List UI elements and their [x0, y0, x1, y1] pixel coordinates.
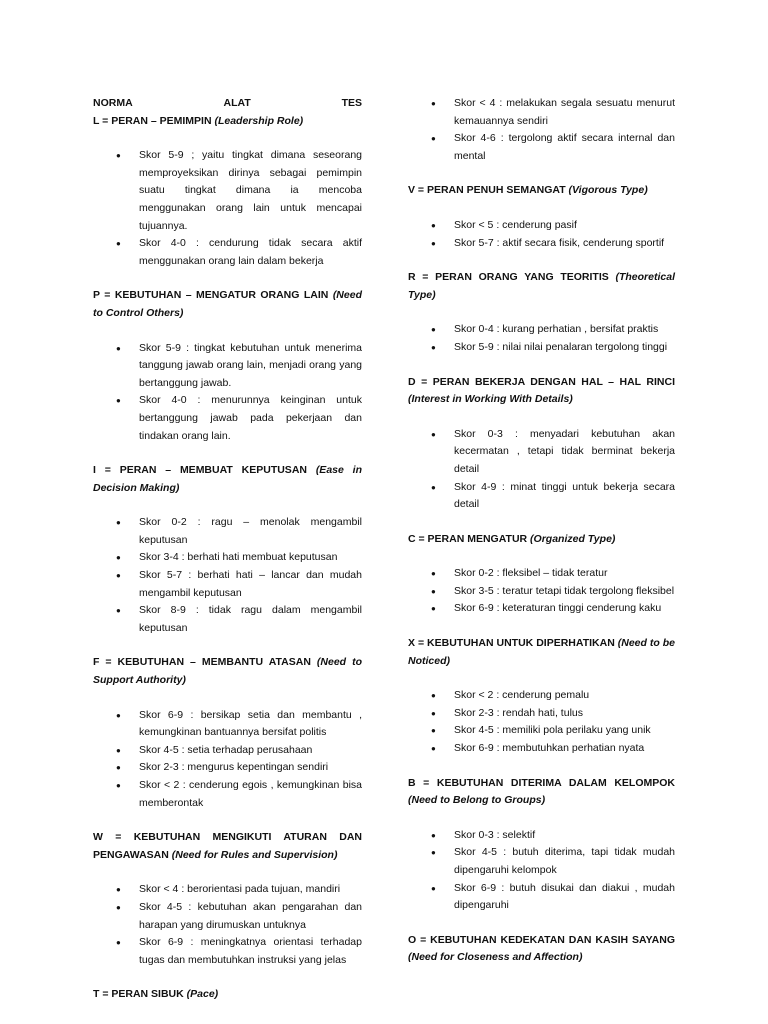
list-item: ● Skor 4-5 : kebutuhan akan pengarahan dan harapan yang dirumuskan untuknya: [93, 899, 362, 934]
list-item: ● Skor 5-9 : tingkat kebutuhan untuk menerima tanggung jawab orang lain, menjadi orang yang bertanggung jawab.: [93, 340, 362, 393]
section-list: [93, 147, 362, 270]
section-title: C = PERAN MENGATUR (Organized Type): [408, 532, 616, 545]
list-item: ● Skor 5-7 : aktif secara fisik, cenderung sportif: [408, 235, 675, 253]
section-list: [408, 687, 675, 757]
section-title: I = PERAN – MEMBUAT KEPUTUSAN (Ease in Decision Making): [93, 464, 362, 494]
section-list: [408, 321, 675, 356]
list-item: ● Skor 4-0 : cendurung tidak secara aktif menggunakan orang lain dalam bekerja: [93, 235, 362, 270]
section-title: P = KEBUTUHAN – MENGATUR ORANG LAIN (Need to Control Others): [93, 289, 362, 319]
list-item: ● Skor 0-2 : fleksibel – tidak teratur: [408, 565, 675, 583]
list-item: ● Skor 5-9 ; yaitu tingkat dimana seseorang memproyeksikan dirinya sebagai pemimpin suatu tingkat dimana ia mencoba menggunakan orang lain untuk mencapai tujuannya.: [93, 147, 362, 235]
list-item: ● Skor < 4 : melakukan segala sesuatu menurut kemauannya sendiri: [408, 95, 675, 130]
section-title: B = KEBUTUHAN DITERIMA DALAM KELOMPOK (Need to Belong to Groups): [408, 776, 675, 807]
section-title: R = PERAN ORANG YANG TEORITIS (Theoretical Type): [408, 271, 675, 301]
list-item: ● Skor 2-3 : rendah hati, tulus: [408, 705, 675, 723]
list-item: ● Skor 3-5 : teratur tetapi tidak tergolong fleksibel: [408, 583, 675, 601]
section-title: F = KEBUTUHAN – MEMBANTU ATASAN (Need to Support Authority): [93, 656, 363, 687]
list-item: ● Skor 0-3 : menyadari kebutuhan akan kecermatan , tetapi tidak berminat bekerja detail: [408, 426, 675, 479]
list-item: ● Skor 6-9 : membutuhkan perhatian nyata: [408, 740, 675, 758]
list-item: ● Skor 4-9 : minat tinggi untuk bekerja secara detail: [408, 479, 675, 514]
list-item: ● Skor 4-5 : butuh diterima, tapi tidak mudah dipengaruhi kelompok: [408, 844, 675, 879]
heading-word-1: NORMA: [93, 97, 133, 109]
list-item: ● Skor < 2 : cenderung egois , kemungkinan bisa memberontak: [93, 777, 362, 812]
list-item: ● Skor 0-2 : ragu – menolak mengambil keputusan: [93, 514, 362, 549]
section-list: [408, 827, 675, 915]
list-item: ● Skor 6-9 : keteraturan tinggi cenderung kaku: [408, 600, 675, 618]
section-list: [93, 881, 362, 969]
list-item: ● Skor 8-9 : tidak ragu dalam mengambil keputusan: [93, 602, 362, 637]
list-item: ● Skor < 5 : cenderung pasif: [408, 217, 675, 235]
list-item: ● Skor 5-7 : berhati hati – lancar dan mudah mengambil keputusan: [93, 567, 362, 602]
list-item: ● Skor 6-9 : meningkatnya orientasi terhadap tugas dan membutuhkan instruksi yang jelas: [93, 934, 362, 969]
list-item: ● Skor 6-9 : butuh disukai dan diakui , mudah dipengaruhi: [408, 880, 675, 915]
section-title: D = PERAN BEKERJA DENGAN HAL – HAL RINCI (Interest in Working With Details): [408, 375, 675, 406]
section-list: [93, 514, 362, 637]
section-title: L = PERAN – PEMIMPIN (Leadership Role): [93, 114, 304, 127]
list-item: ● Skor 0-3 : selektif: [408, 827, 675, 845]
section-list: [408, 426, 675, 514]
right-column: [408, 95, 675, 967]
list-item: ● Skor < 2 : cenderung pemalu: [408, 687, 675, 705]
list-item: ● Skor 4-6 : tergolong aktif secara internal dan mental: [408, 130, 675, 165]
list-item: ● Skor < 4 : berorientasi pada tujuan, mandiri: [93, 881, 362, 899]
list-item: ● Skor 0-4 : kurang perhatian , bersifat praktis: [408, 321, 675, 339]
section-title: V = PERAN PENUH SEMANGAT (Vigorous Type): [408, 184, 648, 197]
section-list: [408, 565, 675, 618]
list-item: ● Skor 4-0 : menurunnya keinginan untuk bertanggung jawab pada pekerjaan dan tindakan orang lain.: [93, 392, 362, 445]
section-title: X = KEBUTUHAN UNTUK DIPERHATIKAN (Need to be Noticed): [408, 637, 675, 667]
heading-word-3: TES: [341, 97, 362, 109]
section-title: T = PERAN SIBUK (Pace): [93, 988, 219, 1001]
list-item: ● Skor 4-5 : setia terhadap perusahaan: [93, 742, 362, 760]
document-heading: [93, 95, 362, 113]
list-item: ● Skor 6-9 : bersikap setia dan membantu , kemungkinan bantuannya bersifat politis: [93, 707, 362, 742]
left-sections: [93, 113, 362, 1004]
list-item: ● Skor 5-9 : nilai nilai penalaran tergolong tinggi: [408, 339, 675, 357]
list-item: ● Skor 4-5 : memiliki pola perilaku yang unik: [408, 722, 675, 740]
section-list: [93, 340, 362, 446]
left-column: [93, 95, 362, 1004]
heading-word-2: ALAT: [223, 97, 251, 109]
section-title: W = KEBUTUHAN MENGIKUTI ATURAN DAN PENGAWASAN (Need for Rules and Supervision): [93, 831, 362, 861]
section-list: [93, 707, 362, 813]
right-lead-list: [408, 95, 675, 165]
list-item: ● Skor 2-3 : mengurus kepentingan sendiri: [93, 759, 362, 777]
section-list: [408, 217, 675, 252]
right-sections: [408, 182, 675, 967]
list-item: ● Skor 3-4 : berhati hati membuat keputusan: [93, 549, 362, 567]
section-title: O = KEBUTUHAN KEDEKATAN DAN KASIH SAYANG (Need for Closeness and Affection): [408, 933, 675, 964]
